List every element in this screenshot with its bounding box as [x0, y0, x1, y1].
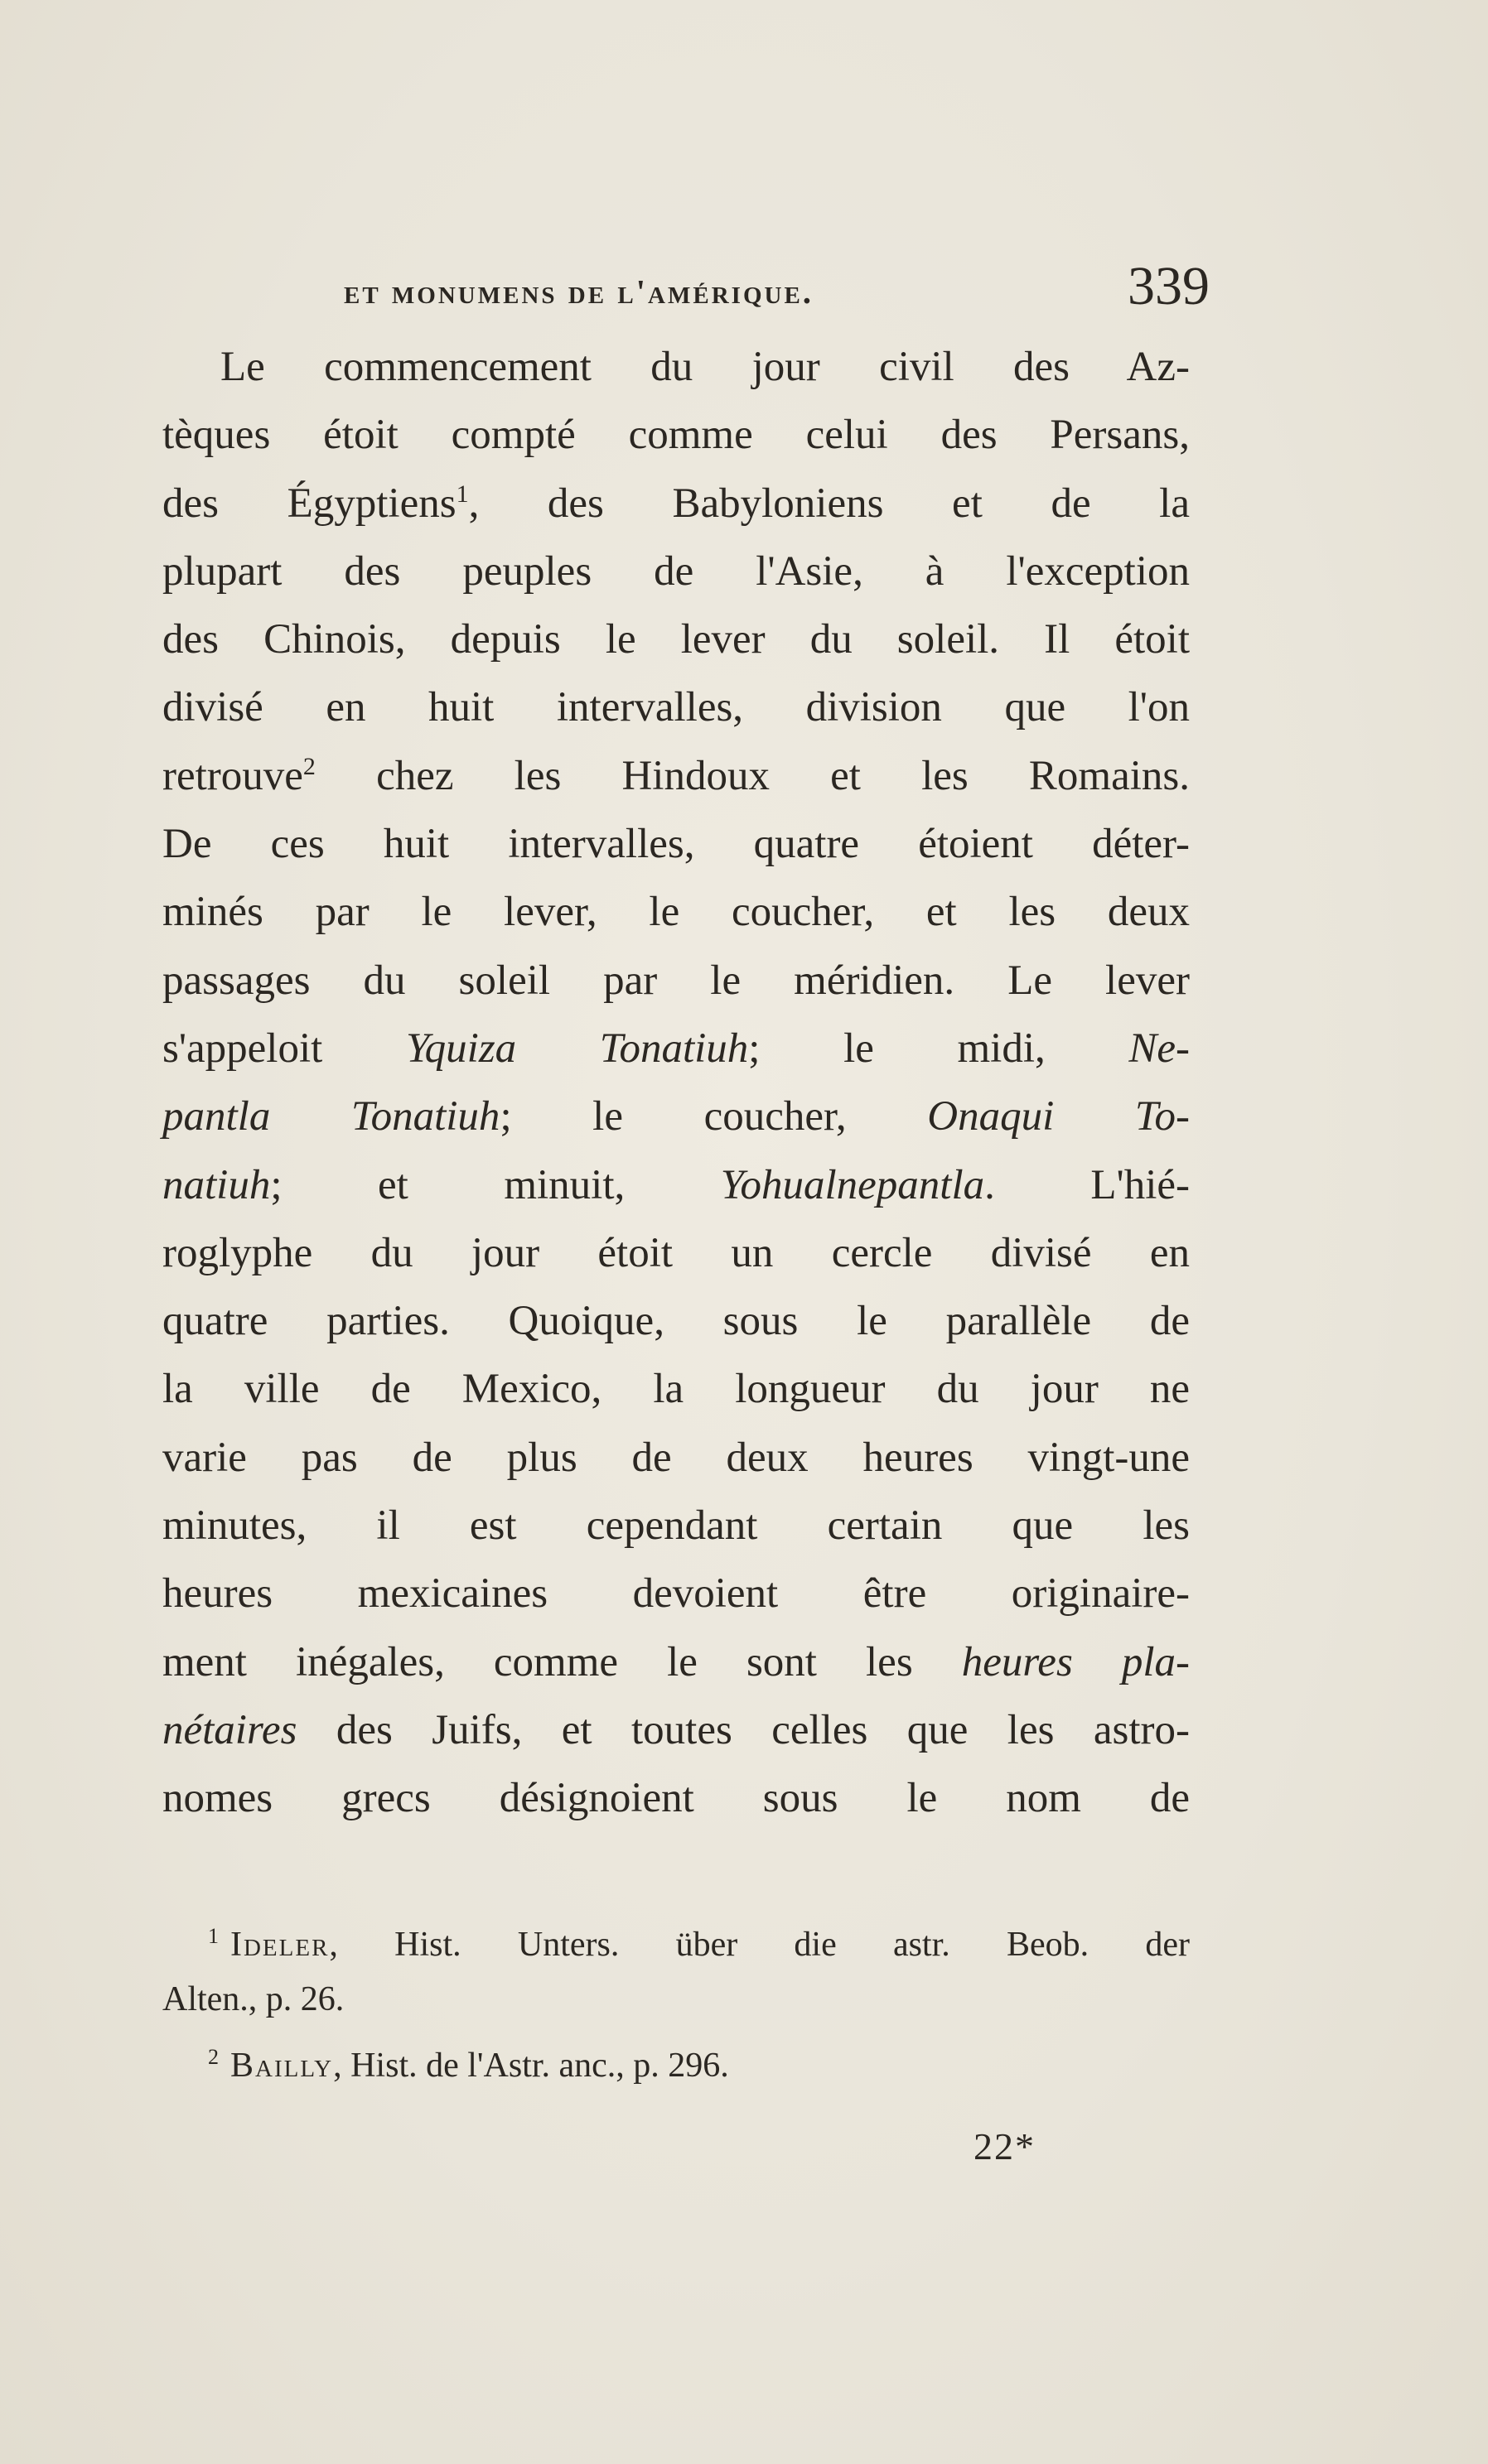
text-line: varie pas de plus de deux heures vingt-une	[162, 1434, 1190, 1481]
text-line: minés par le lever, le coucher, et les deux	[162, 889, 1190, 936]
text-line: natiuh; et minuit, Yohualnepantla. L'hié-	[162, 1161, 1190, 1208]
text-line: nomes grecs désignoient sous le nom de	[162, 1775, 1190, 1822]
text-line: des Chinois, depuis le lever du soleil. Il étoit	[162, 616, 1190, 663]
text-line: De ces huit intervalles, quatre étoient déter-	[162, 821, 1190, 868]
text-line: s'appeloit Yquiza Tonatiuh; le midi, Ne-	[162, 1025, 1190, 1072]
italic-term: pantla Tonatiuh	[162, 1093, 500, 1140]
italic-term: Onaqui To-	[927, 1093, 1190, 1140]
italic-term: nétaires	[162, 1706, 297, 1753]
footnote-ref-1: 1	[456, 480, 469, 508]
text-line: retrouve$^2$ chez les Hindoux et les Romains.	[162, 752, 1190, 799]
footnote-2: $^2$ Bailly, Hist. de l'Astr. anc., p. 296.	[208, 2045, 729, 2085]
text-line: minutes, il est cependant certain que les	[162, 1502, 1190, 1550]
footnote-mark: 2	[208, 2045, 219, 2069]
text-line: pantla Tonatiuh; le coucher, Onaqui To-	[162, 1093, 1190, 1140]
text-line: des Égyptiens$^1$, des Babyloniens et de la	[162, 480, 1190, 527]
italic-term: heures pla-	[961, 1638, 1190, 1685]
text-line: heures mexicaines devoient être originaire-	[162, 1570, 1190, 1618]
text-line: plupart des peuples de l'Asie, à l'exception	[162, 547, 1190, 595]
footnotes	[162, 1917, 1190, 2093]
page-number: 339	[1128, 256, 1210, 316]
italic-term: Yquiza Tonatiuh	[405, 1025, 749, 1072]
footnote-author: Ideler	[230, 1926, 330, 1964]
text-line: Le commencement du jour civil des Az-	[220, 344, 1190, 390]
running-title: et monumens de l'amérique.	[344, 272, 814, 311]
text-line: nétaires des Juifs, et toutes celles que les astro-	[162, 1706, 1190, 1753]
italic-term: natiuh	[162, 1161, 271, 1208]
footnote-ref-2: 2	[302, 752, 316, 780]
italic-term: Yohualnepantla	[720, 1161, 985, 1208]
text-line: la ville de Mexico, la longueur du jour ne	[162, 1366, 1190, 1413]
text-line: tèques étoit compté comme celui des Persans,	[162, 412, 1190, 459]
text-line: divisé en huit intervalles, division que l'on	[162, 684, 1190, 731]
text-line: roglyphe du jour étoit un cercle divisé en	[162, 1229, 1190, 1276]
footnote-mark: 1	[208, 1924, 219, 1948]
signature-mark: 22*	[973, 2125, 1036, 2167]
italic-term: Ne-	[1128, 1025, 1190, 1072]
footnote-1: $^1$ Ideler, Hist. Unters. über die astr. Beob. der Alten., p. 26.	[162, 1924, 1190, 2018]
text-line: passages du soleil par le méridien. Le lever	[162, 957, 1190, 1004]
text-line: ment inégales, comme le sont les heures pla-	[162, 1638, 1190, 1685]
footnote-author: Bailly	[230, 2047, 334, 2085]
running-head	[157, 248, 1210, 323]
text-line: quatre parties. Quoique, sous le parallèle de	[162, 1298, 1190, 1345]
body-text	[162, 333, 1190, 1833]
